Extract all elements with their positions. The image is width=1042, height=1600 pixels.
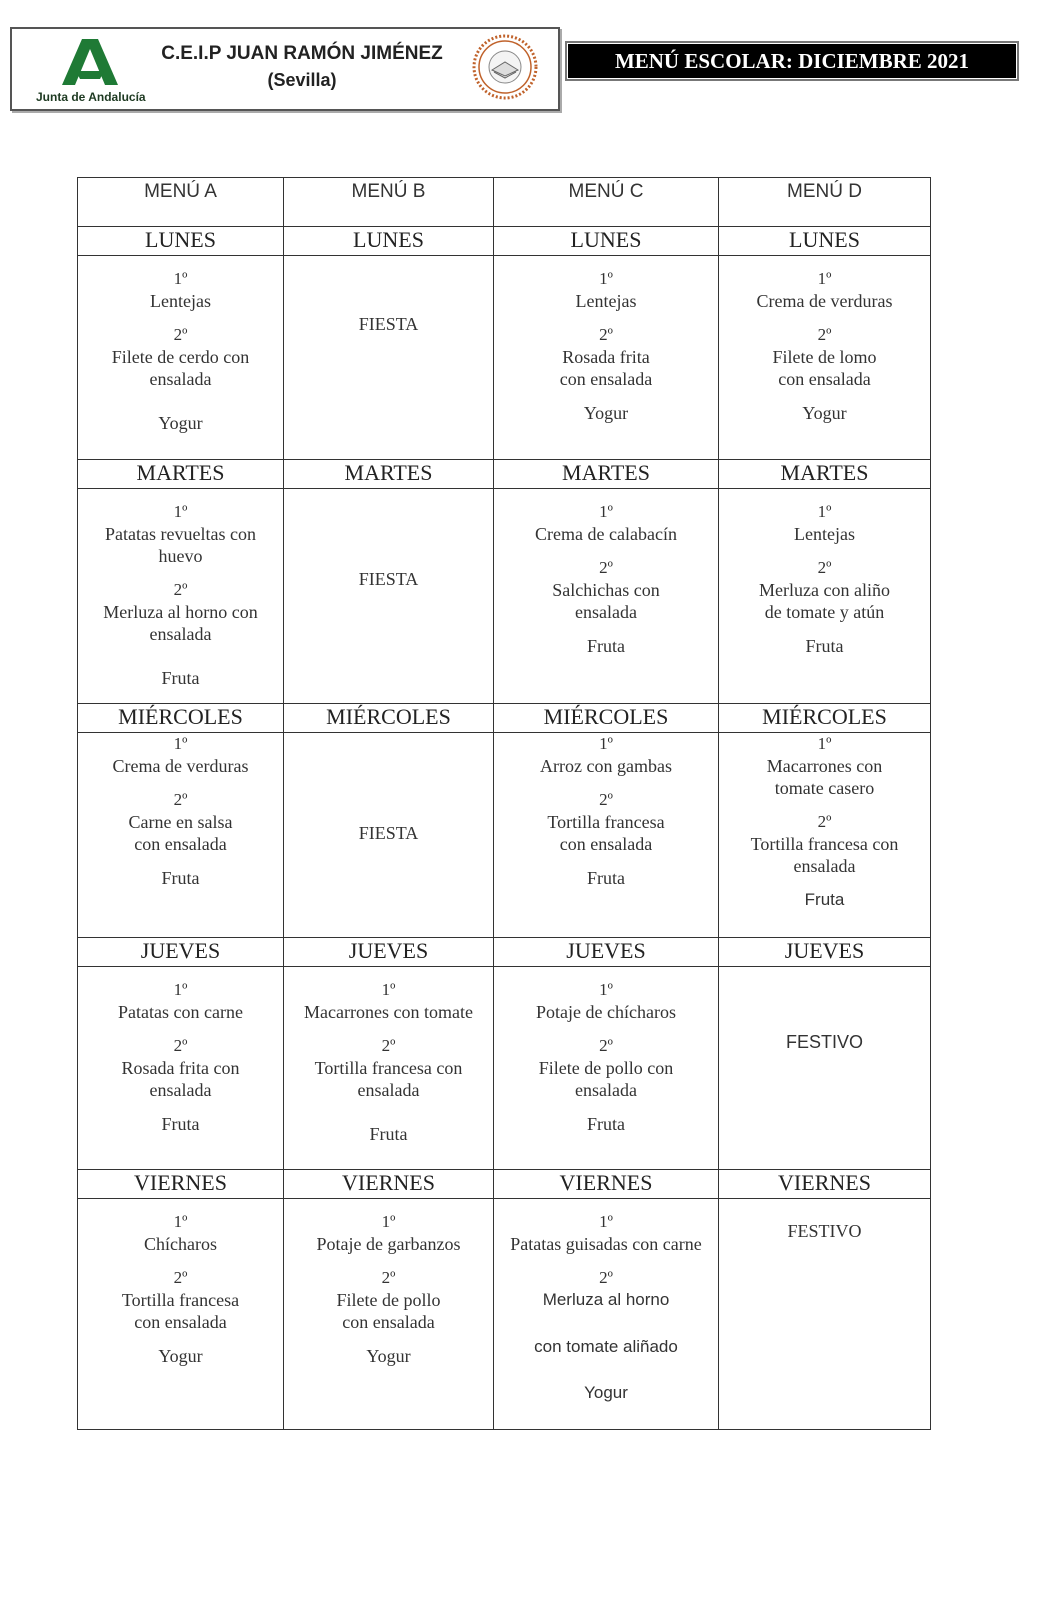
second-course-label: 2º — [173, 1036, 188, 1055]
first-course: Crema de verduras — [756, 291, 893, 311]
first-course: Patatas guisadas con carne — [510, 1234, 702, 1254]
first-course-label: 1º — [173, 980, 188, 999]
meal-row-viernes — [78, 1199, 931, 1430]
first-course-label: 1º — [599, 502, 613, 521]
first-course-label: 1º — [599, 1212, 613, 1231]
first-course: Patatas revueltas con huevo — [105, 524, 256, 566]
dessert: Fruta — [805, 636, 844, 656]
meal-cell — [719, 489, 931, 704]
first-course-label: 1º — [817, 269, 832, 288]
day-label: LUNES — [719, 227, 931, 256]
school-city: (Sevilla) — [267, 70, 337, 90]
junta-a-icon — [60, 37, 120, 87]
day-label: JUEVES — [719, 938, 931, 967]
second-course: Rosada frita con ensalada — [121, 1058, 240, 1100]
column-header-c: MENÚ C — [494, 178, 719, 227]
second-course-label: 2º — [599, 790, 613, 809]
day-label: MARTES — [494, 460, 719, 489]
holiday-label: FIESTA — [358, 822, 419, 843]
day-row-martes — [78, 460, 931, 489]
day-label: MIÉRCOLES — [78, 704, 284, 733]
second-course: Carne en salsa con ensalada — [128, 812, 233, 854]
first-course: Crema de calabacín — [535, 524, 677, 544]
meal-cell — [719, 733, 931, 938]
day-label: VIERNES — [494, 1170, 719, 1199]
school-seal-icon — [472, 34, 538, 100]
first-course: Lentejas — [794, 524, 855, 544]
day-row-lunes — [78, 227, 931, 256]
second-course-label: 2º — [381, 1036, 396, 1055]
day-label: VIERNES — [719, 1170, 931, 1199]
holiday-cell — [719, 967, 931, 1170]
dessert: Yogur — [584, 1383, 628, 1402]
day-label: MIÉRCOLES — [284, 704, 494, 733]
holiday-cell — [284, 256, 494, 460]
first-course: Crema de verduras — [112, 756, 249, 776]
column-header-a: MENÚ A — [78, 178, 284, 227]
first-course-label: 1º — [381, 980, 396, 999]
meal-cell — [494, 1199, 719, 1430]
first-course-label: 1º — [173, 1212, 188, 1231]
first-course: Lentejas — [575, 291, 637, 311]
meal-cell — [78, 733, 284, 938]
day-label: VIERNES — [284, 1170, 494, 1199]
meal-cell — [78, 1199, 284, 1430]
first-course-label: 1º — [173, 502, 188, 521]
second-course: Merluza al horno — [542, 1290, 670, 1309]
meal-row-lunes — [78, 256, 931, 460]
dessert: Yogur — [583, 403, 629, 423]
second-course: Filete de cerdo con ensalada — [111, 347, 250, 389]
column-header-d: MENÚ D — [719, 178, 931, 227]
meal-cell — [494, 256, 719, 460]
second-course-label: 2º — [173, 325, 188, 344]
meal-cell — [78, 256, 284, 460]
second-course: Rosada frita con ensalada — [559, 347, 653, 389]
header-box — [10, 27, 560, 111]
meal-cell — [719, 256, 931, 460]
meal-cell — [284, 1199, 494, 1430]
second-course-label: 2º — [173, 790, 188, 809]
day-label: JUEVES — [78, 938, 284, 967]
second-course: Filete de pollo con ensalada — [336, 1290, 441, 1332]
first-course-label: 1º — [817, 734, 832, 753]
junta-logo — [34, 37, 154, 107]
meal-cell — [78, 489, 284, 704]
holiday-cell — [284, 489, 494, 704]
first-course-label: 1º — [173, 734, 188, 753]
second-course: Tortilla francesa con ensalada — [121, 1290, 240, 1332]
second-course-label: 2º — [173, 1268, 188, 1287]
second-course-label: 2º — [599, 558, 613, 577]
dessert: Yogur — [158, 1346, 203, 1366]
second-course-label: 2º — [817, 325, 832, 344]
school-name: C.E.I.P JUAN RAMÓN JIMÉNEZ — [161, 43, 443, 64]
first-course: Macarrones con tomate — [304, 1002, 473, 1022]
first-course: Lentejas — [150, 291, 211, 311]
first-course: Potaje de chícharos — [536, 1002, 676, 1022]
holiday-label: FIESTA — [358, 313, 419, 334]
column-header-b: MENÚ B — [284, 178, 494, 227]
second-course: Salchichas con ensalada — [552, 580, 660, 622]
holiday-label: FESTIVO — [785, 1031, 863, 1052]
holiday-cell — [284, 733, 494, 938]
holiday-label: FESTIVO — [787, 1220, 862, 1241]
second-course-label: 2º — [599, 1268, 613, 1287]
second-course: Merluza con aliño de tomate y atún — [759, 580, 890, 622]
meal-cell — [284, 967, 494, 1170]
dessert: Fruta — [587, 1114, 625, 1134]
second-course: Filete de pollo con ensalada — [538, 1058, 674, 1100]
meal-row-miercoles — [78, 733, 931, 938]
second-course-label: 2º — [173, 580, 188, 599]
meal-row-martes — [78, 489, 931, 704]
first-course-label: 1º — [599, 269, 613, 288]
dessert: Fruta — [161, 868, 200, 888]
meal-cell — [494, 967, 719, 1170]
dessert: Yogur — [158, 413, 203, 433]
meal-cell — [494, 489, 719, 704]
dessert: Fruta — [587, 636, 625, 656]
day-label: MARTES — [284, 460, 494, 489]
dessert: Fruta — [587, 868, 625, 888]
logo-text: Junta de Andalucía — [36, 90, 146, 104]
first-course: Chícharos — [144, 1234, 217, 1254]
day-row-miercoles — [78, 704, 931, 733]
day-row-jueves — [78, 938, 931, 967]
second-course: Filete de lomo con ensalada — [772, 347, 877, 389]
day-label: JUEVES — [494, 938, 719, 967]
holiday-label: FIESTA — [358, 568, 419, 589]
second-course-continued: con tomate aliñado — [534, 1337, 678, 1356]
first-course: Potaje de garbanzos — [316, 1234, 461, 1254]
day-row-viernes — [78, 1170, 931, 1199]
first-course: Arroz con gambas — [540, 756, 672, 776]
holiday-cell — [719, 1199, 931, 1430]
day-label: MARTES — [719, 460, 931, 489]
first-course-label: 1º — [599, 734, 613, 753]
menu-title: MENÚ ESCOLAR: DICIEMBRE 2021 — [568, 44, 1016, 78]
first-course-label: 1º — [817, 502, 832, 521]
day-label: LUNES — [284, 227, 494, 256]
second-course-label: 2º — [381, 1268, 396, 1287]
second-course: Tortilla francesa con ensalada — [750, 834, 899, 876]
dessert: Fruta — [804, 890, 845, 909]
day-label: MARTES — [78, 460, 284, 489]
second-course-label: 2º — [599, 325, 613, 344]
second-course-label: 2º — [599, 1036, 613, 1055]
dessert: Fruta — [161, 668, 200, 688]
day-label: MIÉRCOLES — [494, 704, 719, 733]
day-label: LUNES — [494, 227, 719, 256]
first-course-label: 1º — [381, 1212, 396, 1231]
second-course-label: 2º — [817, 812, 832, 831]
day-label: JUEVES — [284, 938, 494, 967]
first-course: Macarrones con tomate casero — [766, 756, 883, 798]
meal-cell — [494, 733, 719, 938]
second-course: Tortilla francesa con ensalada — [314, 1058, 463, 1100]
dessert: Fruta — [161, 1114, 200, 1134]
meal-row-jueves — [78, 967, 931, 1170]
meal-cell — [78, 967, 284, 1170]
dessert: Fruta — [369, 1124, 408, 1144]
dessert: Yogur — [366, 1346, 411, 1366]
dessert: Yogur — [802, 403, 847, 423]
day-label: VIERNES — [78, 1170, 284, 1199]
second-course: Merluza al horno con ensalada — [103, 602, 258, 644]
day-label: MIÉRCOLES — [719, 704, 931, 733]
first-course-label: 1º — [173, 269, 188, 288]
first-course: Patatas con carne — [118, 1002, 243, 1022]
menu-table — [77, 177, 931, 1430]
second-course-label: 2º — [817, 558, 832, 577]
second-course: Tortilla francesa con ensalada — [547, 812, 665, 854]
column-header-row — [78, 178, 931, 227]
day-label: LUNES — [78, 227, 284, 256]
first-course-label: 1º — [599, 980, 613, 999]
